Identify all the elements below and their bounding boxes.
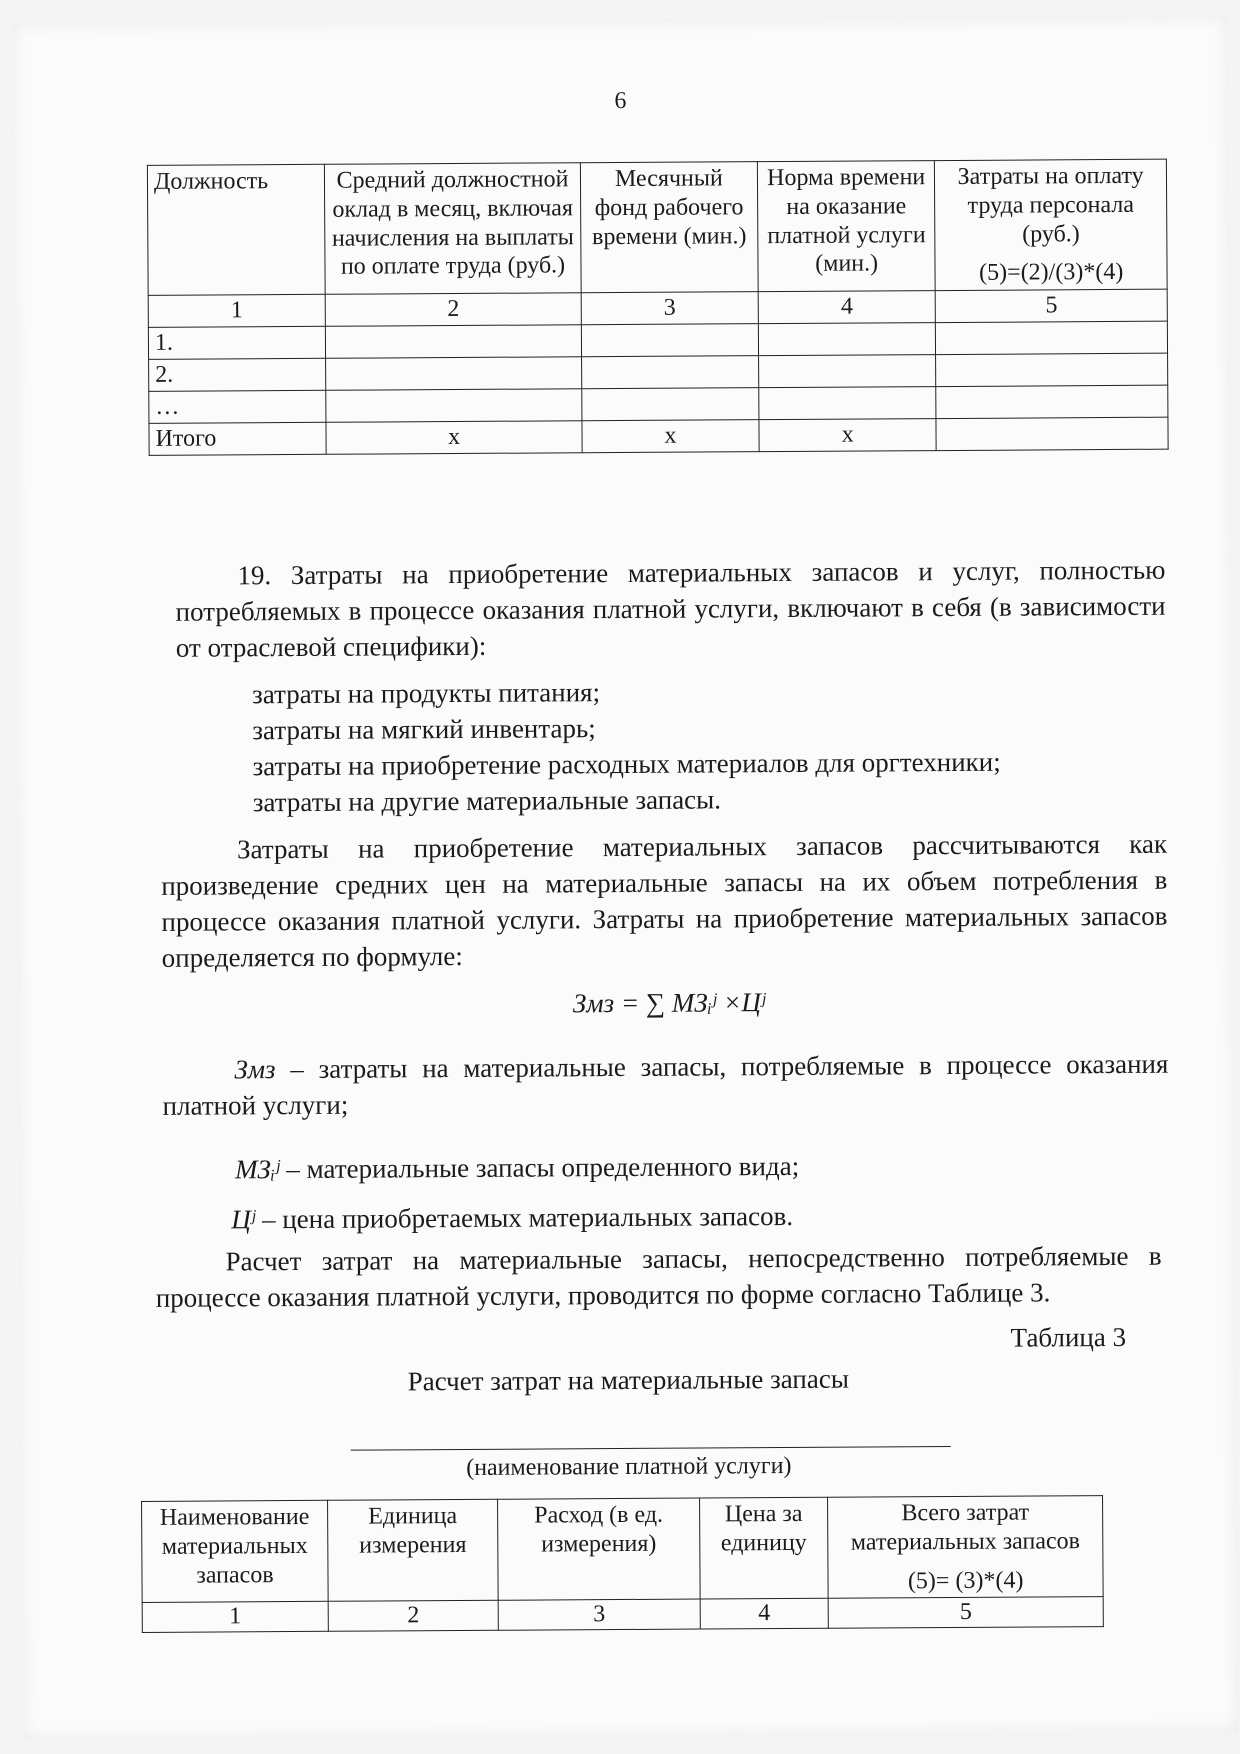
definition-price: [231, 1199, 793, 1238]
col-header-price: Цена за единицу: [699, 1497, 828, 1599]
total-label: Всего затрат материальных запасов: [850, 1499, 1081, 1556]
table-cell: [936, 417, 1168, 450]
material-cost-table: [141, 1495, 1104, 1633]
service-name-line: [351, 1446, 951, 1451]
definition-term: Цʲ: [231, 1204, 256, 1235]
table-cell: [581, 356, 758, 389]
col-header-fund: Месячный фонд рабочего времени (мин.): [580, 162, 758, 293]
labor-cost-table: [147, 159, 1169, 456]
table-cell: [759, 387, 936, 420]
col-header-usage: Расход (в ед. измерения): [498, 1498, 700, 1601]
col-number: 2: [328, 1601, 498, 1632]
table-header-row: [147, 159, 1167, 295]
table-cell: [936, 353, 1168, 386]
list-item: затраты на мягкий инвентарь;: [252, 713, 596, 746]
list-item: затраты на приобретение расходных материалов для оргтехники;: [252, 746, 1001, 782]
table-cell: [759, 355, 936, 388]
costs-formula: (5)=(2)/(3)*(4): [979, 259, 1124, 287]
total-mark: x: [326, 421, 582, 455]
service-name-caption: (наименование платной услуги): [466, 1452, 792, 1481]
row-label: 1.: [148, 326, 325, 359]
definition-text: – материальные запасы определенного вида;: [279, 1150, 800, 1185]
table-cell: [326, 389, 582, 423]
col-number: 1: [148, 294, 325, 327]
table-cell: [758, 323, 935, 356]
norm-label: Норма времени на оказание платной услуги (мин.): [766, 164, 926, 278]
table-cell: [936, 321, 1168, 354]
material-cost-formula: Змз = ∑ МЗᵢʲ ×Цʲ: [572, 987, 766, 1019]
col-number: 5: [935, 289, 1167, 322]
table-label: Таблица 3: [1010, 1321, 1127, 1353]
definition-mz: [235, 1149, 799, 1188]
definition-term: МЗᵢʲ: [234, 1154, 280, 1185]
table-cell: [581, 324, 758, 357]
calculation-text: Затраты на приобретение материальных запасов рассчитываются как произведение средних цен на материальные запасы на их объем потребления в процессе оказания платной услуги. Затраты на приобретение материальных запасов определяется по формуле:: [161, 828, 1168, 973]
section-19-text: 19. Затраты на приобретение материальных запасов и услуг, полностью потребляемых в процессе оказания платной услуги, включают в себя (в зависимости от отраслевой специфики):: [175, 554, 1166, 663]
col-header-costs: [935, 159, 1167, 291]
table-title: Расчет затрат на материальные запасы: [407, 1363, 850, 1397]
table-header-row: [142, 1496, 1104, 1603]
table-cell: [326, 325, 582, 359]
costs-label: Затраты на оплату труда персонала (руб.): [957, 162, 1144, 248]
col-number: 4: [700, 1599, 829, 1630]
col-number: 1: [142, 1602, 328, 1633]
column-number-row: [142, 1597, 1103, 1633]
total-formula: (5)= (3)*(4): [907, 1567, 1024, 1594]
form-reference-text: Расчет затрат на материальные запасы, непосредственно потребляемые в процессе оказания платной услуги, проводится по форме согласно Таблице 3.: [155, 1240, 1162, 1313]
row-label: 2.: [149, 358, 326, 391]
definition-term: Змз: [234, 1054, 276, 1085]
list-item: затраты на другие материальные запасы.: [252, 784, 722, 817]
col-header-salary: Средний должностной оклад в месяц, включая начисления на выплаты по оплате труда (руб.): [325, 163, 581, 295]
definition-zmz: [162, 1047, 1168, 1125]
col-number: 2: [325, 293, 581, 327]
total-mark: x: [759, 419, 936, 452]
col-header-unit: Единица измерения: [327, 1499, 498, 1601]
definition-text: – затраты на материальные запасы, потребляемые в процессе оказания платной услуги;: [162, 1048, 1169, 1121]
total-row: [149, 417, 1168, 455]
col-header-total: [828, 1496, 1103, 1599]
col-header-position: Должность: [147, 164, 325, 295]
table-cell: [936, 385, 1168, 418]
col-header-norm: [757, 161, 935, 292]
row-label: …: [149, 390, 326, 423]
col-number: 4: [758, 291, 935, 324]
total-mark: x: [582, 420, 759, 453]
total-label: Итого: [149, 422, 326, 455]
definition-text: – цена приобретаемых материальных запасов.: [255, 1200, 794, 1235]
list-item: затраты на продукты питания;: [252, 677, 601, 710]
col-number: 3: [581, 292, 758, 325]
col-number: 3: [498, 1599, 700, 1630]
document-page: [12, 16, 1238, 1739]
table-cell: [326, 357, 582, 391]
col-header-name: Наименование материальных запасов: [142, 1500, 329, 1603]
table-cell: [582, 388, 759, 421]
col-number: 5: [828, 1597, 1103, 1628]
page-number: 6: [614, 87, 627, 115]
cost-items-list: [252, 673, 1001, 821]
